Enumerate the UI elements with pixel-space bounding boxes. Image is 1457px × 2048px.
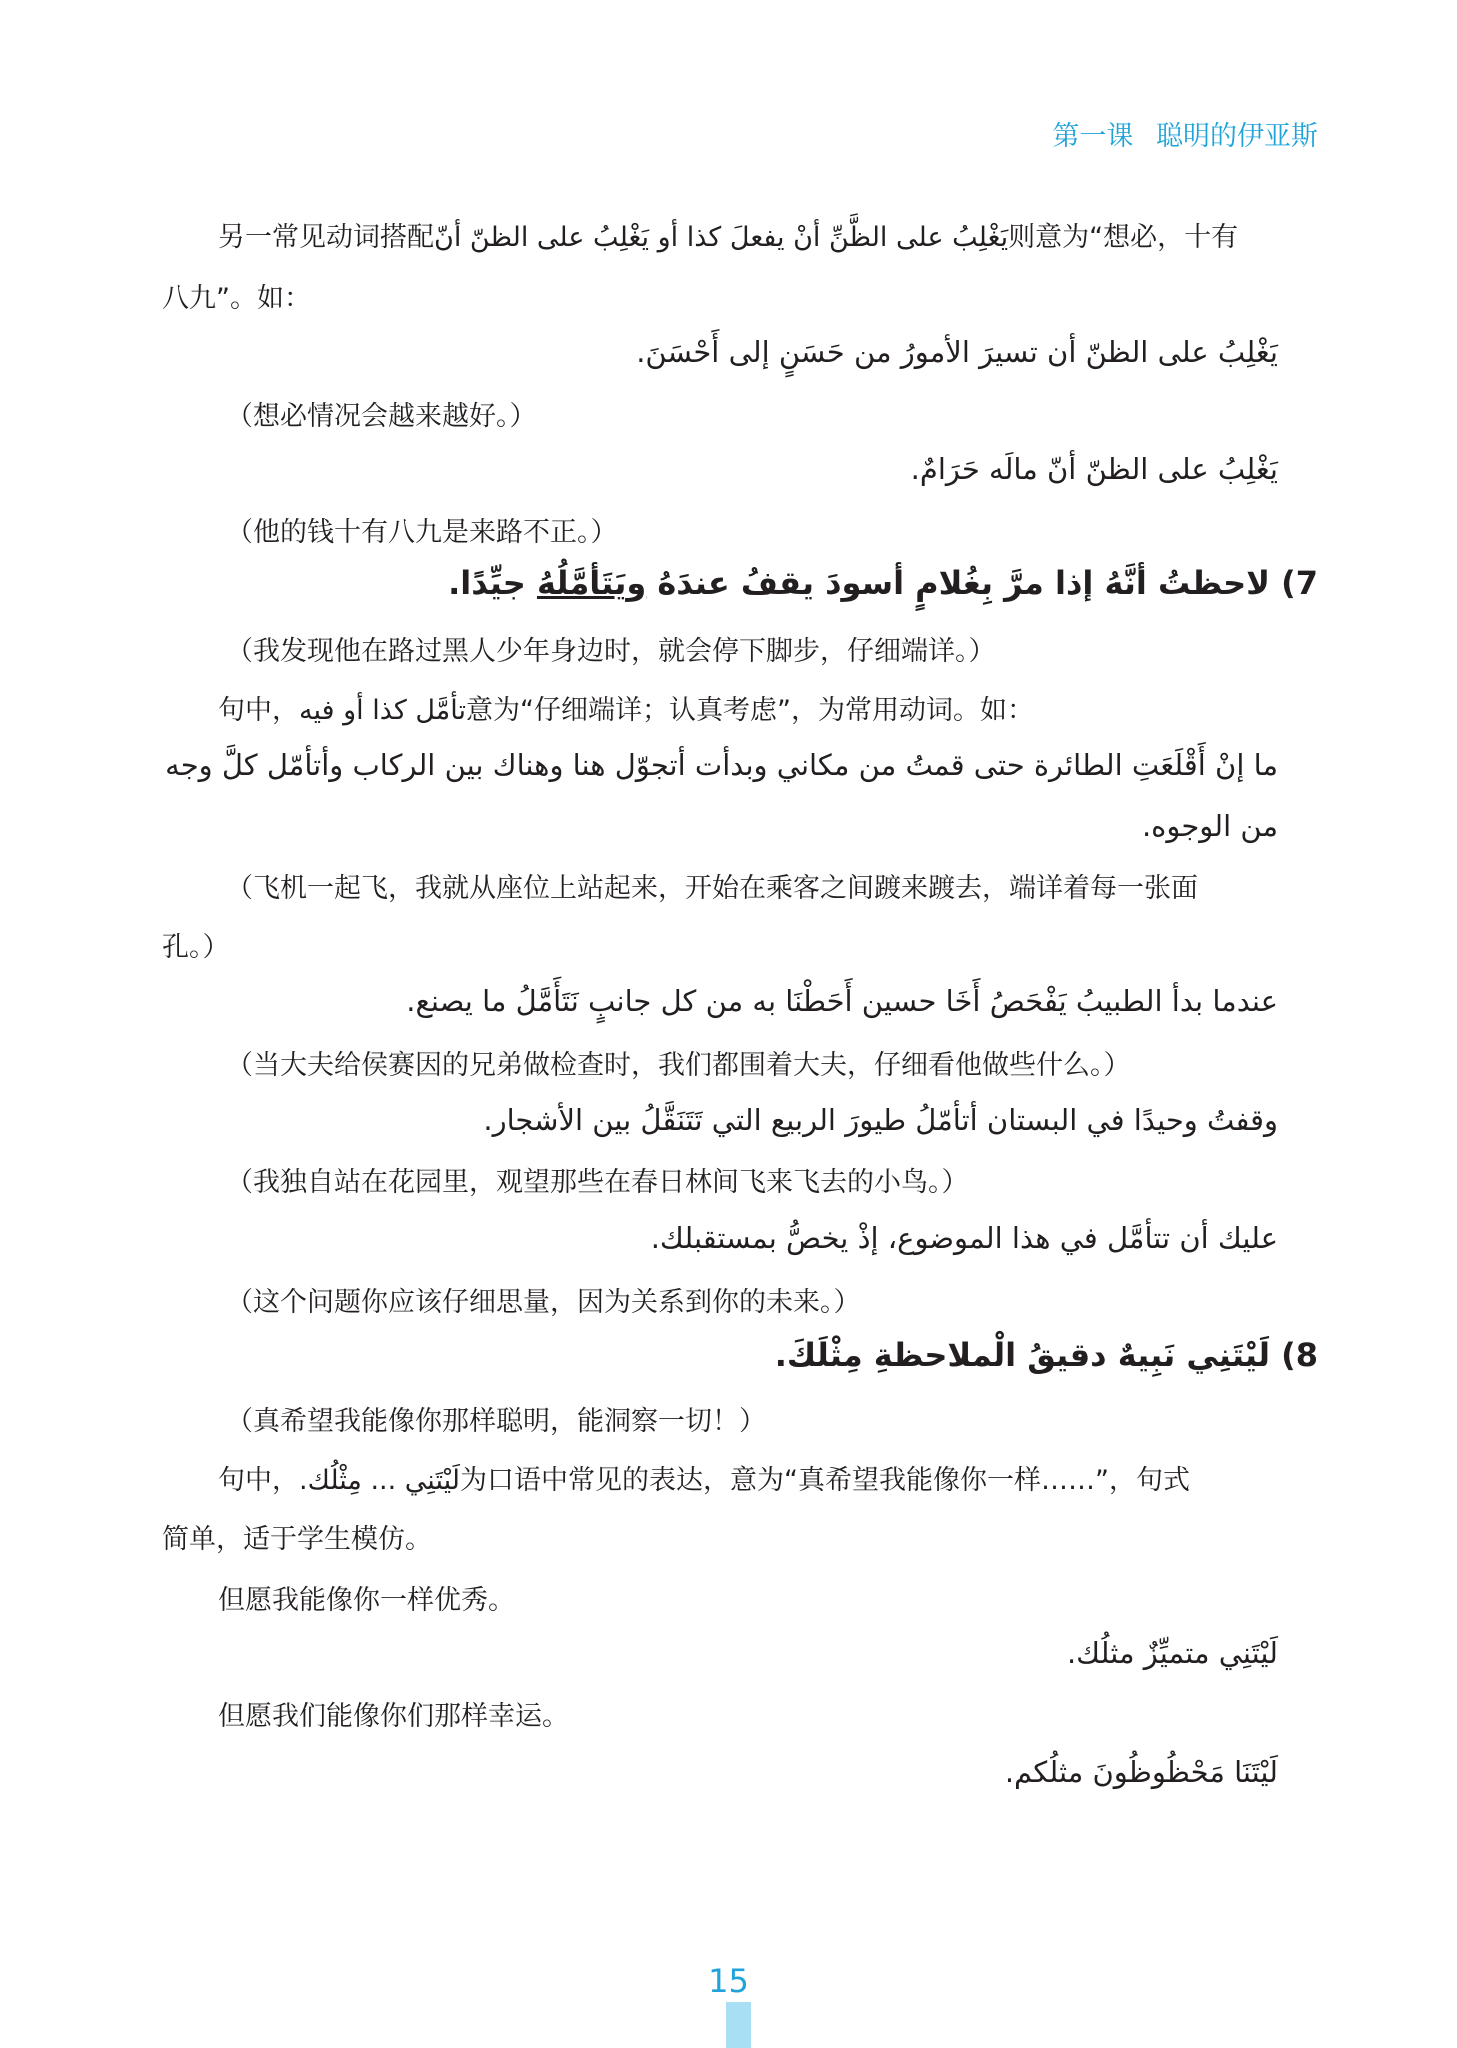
arabic-example: وقفتُ وحيدًا في البستان أتأمّلُ طيورَ الربيع التي تَتَنَقَّلُ بين الأشجار. [483,1103,1278,1137]
text: 句中， [218,695,299,726]
translation: （他的钱十有八九是来路不正。） [226,517,618,548]
lesson-title: 聪明的伊亚斯 [1156,121,1318,152]
paragraph-line: 八九”。如： [162,283,311,314]
text: 意为“仔细端详；认真考虑”，为常用动词。如： [466,695,1034,726]
text: 句中， [218,1465,299,1496]
arabic-inline: تأمَّل كذا أو فيه [299,695,466,726]
paragraph-line [218,695,1034,727]
example-chinese: 但愿我们能像你们那样幸运。 [218,1701,569,1732]
translation: 孔。） [162,932,230,963]
arabic-inline: يَغْلِبُ على الظَّنِّ أنْ يفعلَ كذا أو يَغْلِبُ على الظنّ أنّ [434,222,1009,253]
arabic-example: لَيْتَنَا مَحْظُوظُونَ مثلُكم. [1004,1755,1278,1789]
lesson-label: 第一课 [1052,121,1134,152]
arabic-example: ما إنْ أَقْلَعَتِ الطائرة حتى قمتُ من مكاني وبدأت أتجوّل هنا وهناك بين الركاب وأتأمّل كلَّ وجه [165,748,1278,782]
text: 为口语中常见的表达，意为“真希望我能像你一样……”，句式 [459,1465,1190,1496]
translation: （飞机一起飞，我就从座位上站起来，开始在乘客之间踱来踱去，端详着每一张面 [226,873,1198,904]
arabic-example: لَيْتَنِي متميِّزٌ مثلُك. [1066,1636,1278,1670]
paragraph-line [218,1465,1190,1497]
paragraph-line [218,222,1238,254]
translation: （想必情况会越来越好。） [226,401,537,432]
paragraph-line: 简单，适于学生模仿。 [162,1524,432,1555]
arabic-example: يَغْلِبُ على الظنّ أنّ مالَه حَرَامٌ. [910,452,1278,486]
arabic-example: من الوجوه. [1141,809,1278,843]
translation: （真希望我能像你那样聪明，能洞察一切！） [226,1406,766,1437]
arabic-example: عليك أن تتأمَّل في هذا الموضوع، إذْ يخصُّ بمستقبلك. [650,1221,1278,1255]
arabic-inline: لَيْتَنِي ... مِثْلُك. [299,1465,460,1496]
example-chinese: 但愿我能像你一样优秀。 [218,1585,515,1616]
arabic-example: عندما بدأ الطبيبُ يَفْحَصُ أَخَا حسين أَحَطْنَا به من كل جانبٍ نَتَأَمَّلُ ما يصنع. [406,984,1278,1018]
running-header [1052,114,1318,153]
sentence-heading-8: 8) لَيْتَنِي نَبِيهٌ دقيقُ الْملاحظةِ مِثْلَكَ. [774,1336,1318,1374]
text: جيِّدًا. [448,564,537,602]
translation: （我独自站在花园里，观望那些在春日林间飞来飞去的小鸟。） [226,1167,969,1198]
page-tab-bar [726,2002,751,2048]
translation: （这个问题你应该仔细思量，因为关系到你的未来。） [226,1287,861,1318]
page-number: 15 [708,1962,749,2000]
sentence-heading-7 [448,564,1318,602]
translation: （当大夫给侯赛因的兄弟做检查时，我们都围着大夫，仔细看他做些什么。） [226,1050,1131,1081]
arabic-example: يَغْلِبُ على الظنّ أن تسيرَ الأمورُ من حَسَنٍ إلى أَحْسَنَ. [636,335,1278,369]
translation: （我发现他在路过黑人少年身边时，就会停下脚步，仔细端详。） [226,636,996,667]
text: 则意为“想必，十有 [1008,222,1239,253]
text: 另一常见动词搭配 [218,222,434,253]
text: 7) لاحظتُ أنَّهُ إذا مرَّ بِغُلامٍ أسودَ يقفُ عندَهُ [646,564,1318,602]
underlined-word: ويَتَأمَّلُهُ [536,564,647,602]
